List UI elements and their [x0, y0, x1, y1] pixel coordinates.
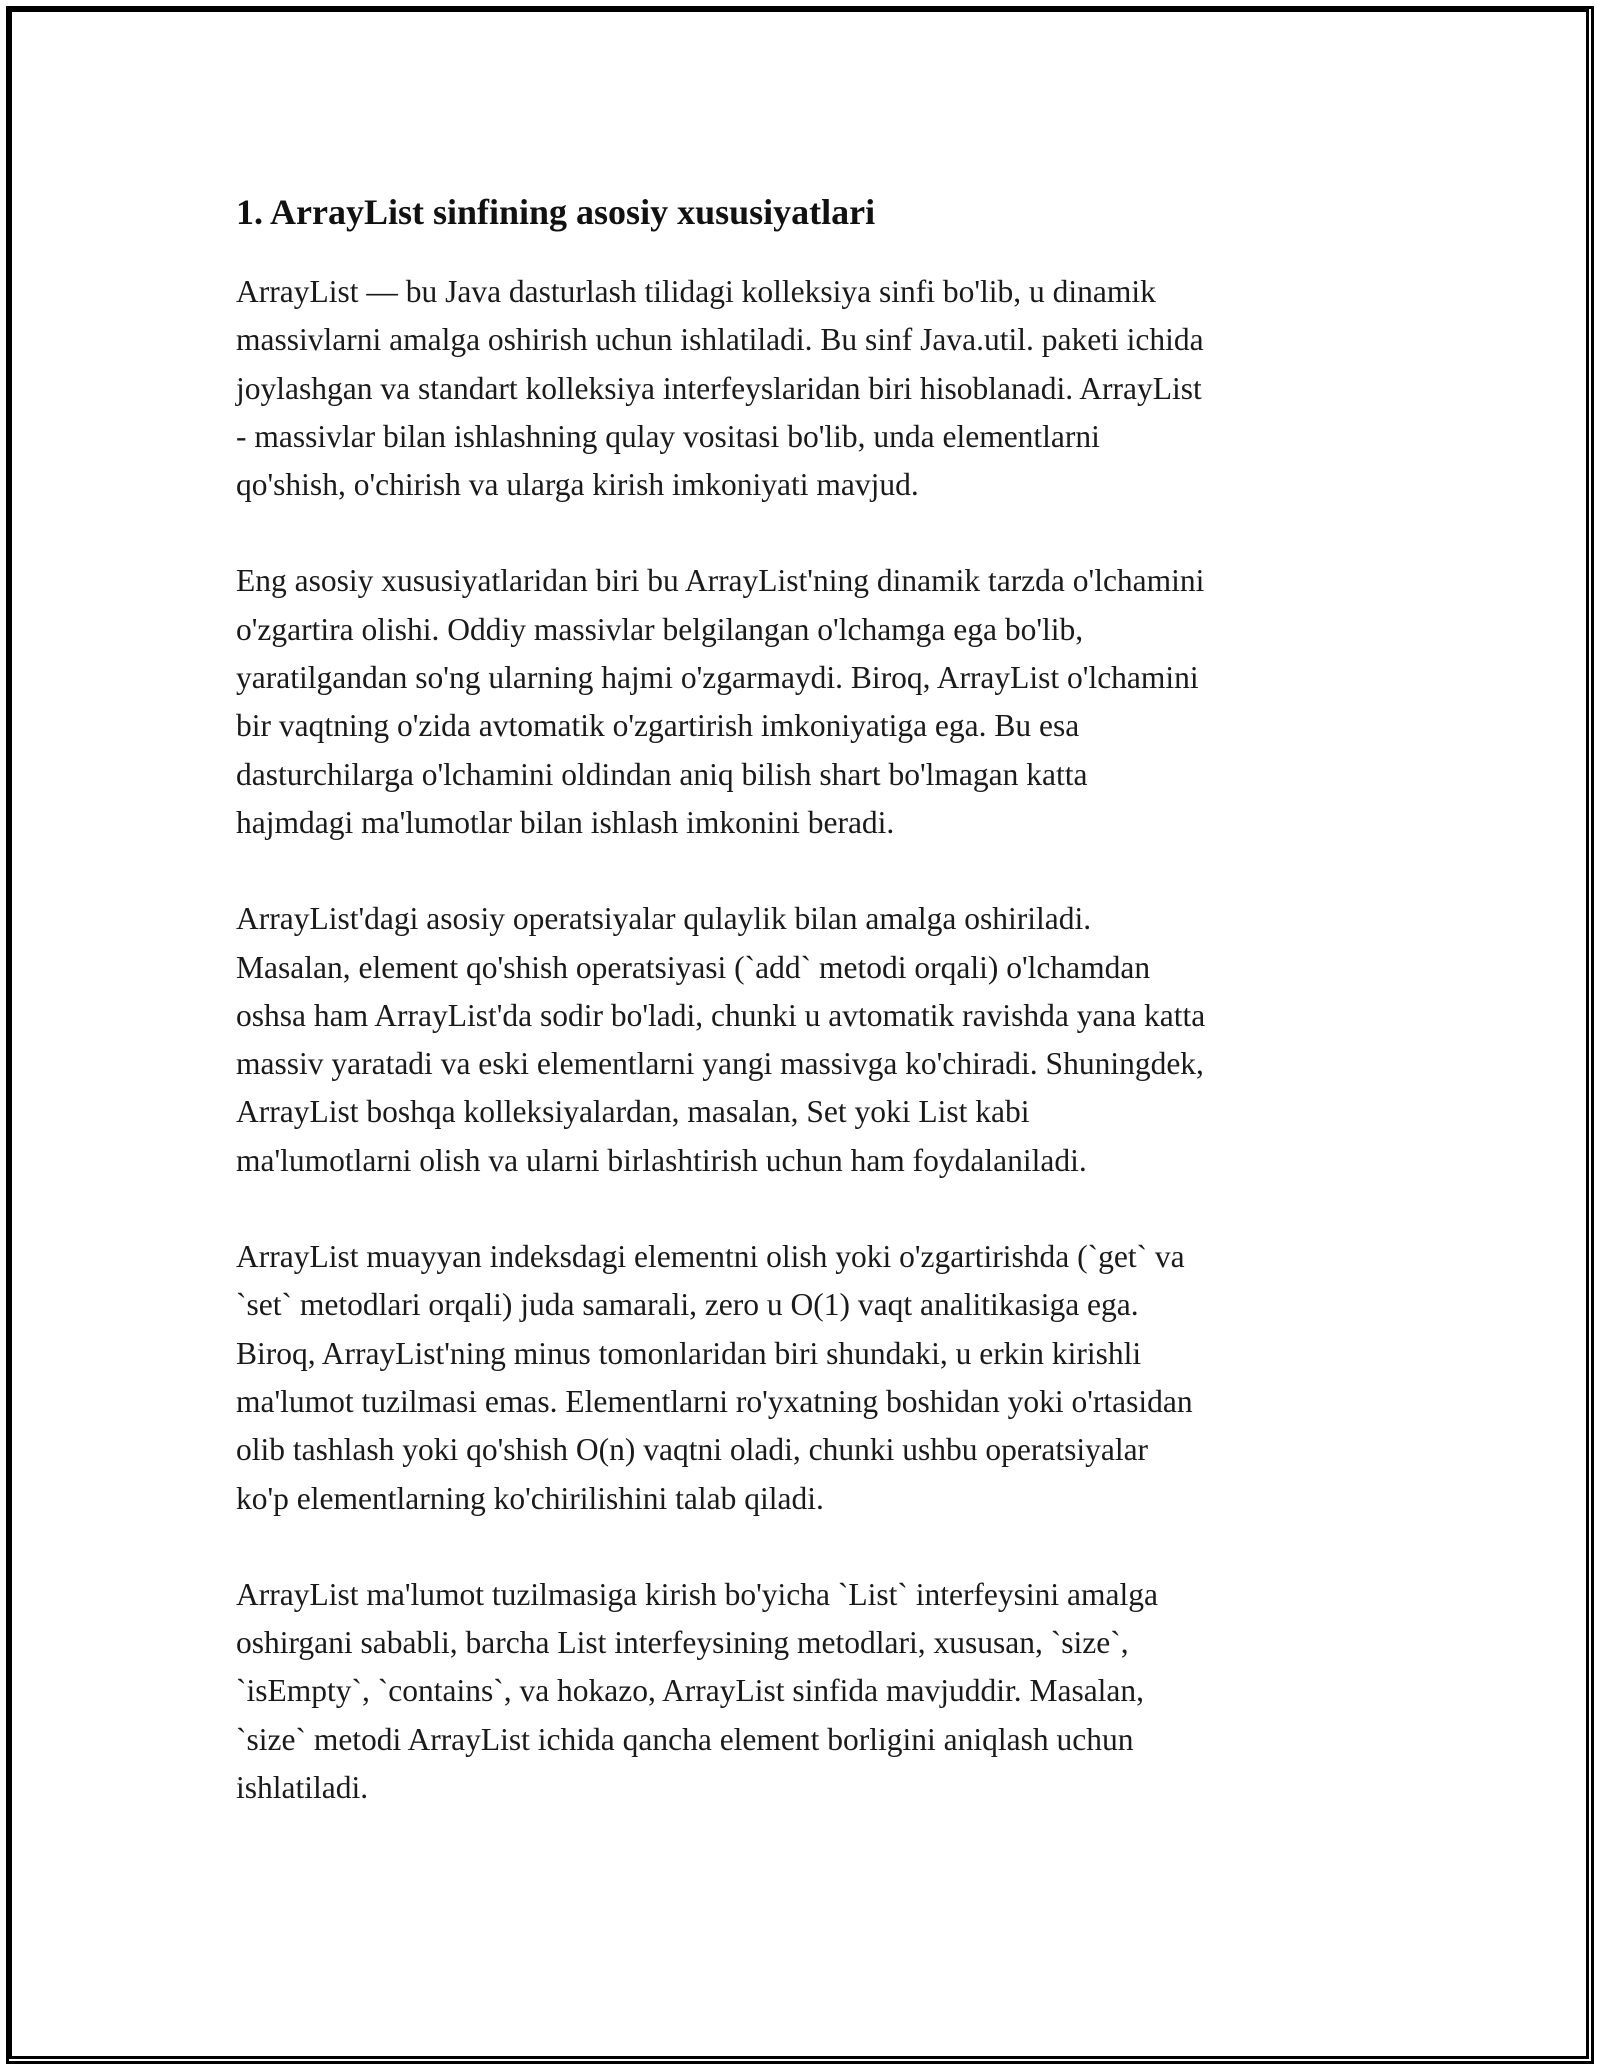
text-line: dasturchilarga o'lchamini oldindan aniq bilish shart bo'lmagan katta [236, 756, 1088, 792]
text-line: o'zgartira olishi. Oddiy massivlar belgilangan o'lchamga ega bo'lib, [236, 611, 1084, 647]
text-line: `size` metodi ArrayList ichida qancha element borligini aniqlash uchun [236, 1721, 1134, 1757]
text-line: `set` metodlari orqali) juda samarali, zero u O(1) vaqt analitikasiga ega. [236, 1287, 1139, 1323]
text-line: ko'p elementlarning ko'chirilishini talab qiladi. [236, 1480, 824, 1516]
text-line: ArrayList muayyan indeksdagi elementni olish yoki o'zgartirishda (`get` va [236, 1239, 1185, 1275]
document-body [236, 190, 1376, 1860]
text-line: ma'lumotlarni olish va ularni birlashtirish uchun ham foydalaniladi. [236, 1142, 1087, 1178]
paragraph-list-interface [236, 1571, 1376, 1812]
paragraph-complexity [236, 1233, 1376, 1523]
text-line: massivlarni amalga oshirish uchun ishlatiladi. Bu sinf Java.util. paketi ichida [236, 322, 1204, 358]
text-line: qo'shish, o'chirish va ularga kirish imkoniyati mavjud. [236, 467, 919, 503]
text-line: ArrayList'dagi asosiy operatsiyalar qulaylik bilan amalga oshiriladi. [236, 901, 1092, 937]
text-line: ArrayList ma'lumot tuzilmasiga kirish bo'yicha `List` interfeysini amalga [236, 1576, 1158, 1612]
text-line: olib tashlash yoki qo'shish O(n) vaqtni oladi, chunki ushbu operatsiyalar [236, 1432, 1149, 1468]
text-line: Eng asosiy xususiyatlaridan biri bu ArrayList'ning dinamik tarzda o'lchamini [236, 563, 1205, 599]
text-line: bir vaqtning o'zida avtomatik o'zgartirish imkoniyatiga ega. Bu esa [236, 708, 1080, 744]
text-line: oshsa ham ArrayList'da sodir bo'ladi, chunki u avtomatik ravishda yana katta [236, 997, 1206, 1033]
paragraph-dynamic-size [236, 557, 1376, 847]
text-line: Biroq, ArrayList'ning minus tomonlaridan biri shundaki, u erkin kirishli [236, 1335, 1142, 1371]
text-line: - massivlar bilan ishlashning qulay vositasi bo'lib, unda elementlarni [236, 418, 1100, 454]
text-line: yaratilgandan so'ng ularning hajmi o'zgarmaydi. Biroq, ArrayList o'lchamini [236, 660, 1199, 696]
text-line: oshirgani sababli, barcha List interfeysining metodlari, xususan, `size`, [236, 1625, 1129, 1661]
paragraph-intro [236, 268, 1376, 509]
text-line: joylashgan va standart kolleksiya interfeyslaridan biri hisoblanadi. ArrayList [236, 370, 1202, 406]
text-line: ArrayList — bu Java dasturlash tilidagi kolleksiya sinfi bo'lib, u dinamik [236, 274, 1156, 309]
section-heading: 1. ArrayList sinfining asosiy xususiyatlari [236, 192, 876, 232]
text-line: `isEmpty`, `contains`, va hokazo, ArrayList sinfida mavjuddir. Masalan, [236, 1673, 1145, 1709]
text-line: ma'lumot tuzilmasi emas. Elementlarni ro'yxatning boshidan yoki o'rtasidan [236, 1383, 1193, 1419]
paragraph-operations [236, 895, 1376, 1185]
text-line: massiv yaratadi va eski elementlarni yangi massivga ko'chiradi. Shuningdek, [236, 1046, 1204, 1082]
text-line: hajmdagi ma'lumotlar bilan ishlash imkonini beradi. [236, 804, 895, 840]
text-line: Masalan, element qo'shish operatsiyasi (`add` metodi orqali) o'lchamdan [236, 949, 1151, 985]
text-line: ishlatiladi. [236, 1770, 369, 1806]
text-line: ArrayList boshqa kolleksiyalardan, masalan, Set yoki List kabi [236, 1094, 1030, 1130]
